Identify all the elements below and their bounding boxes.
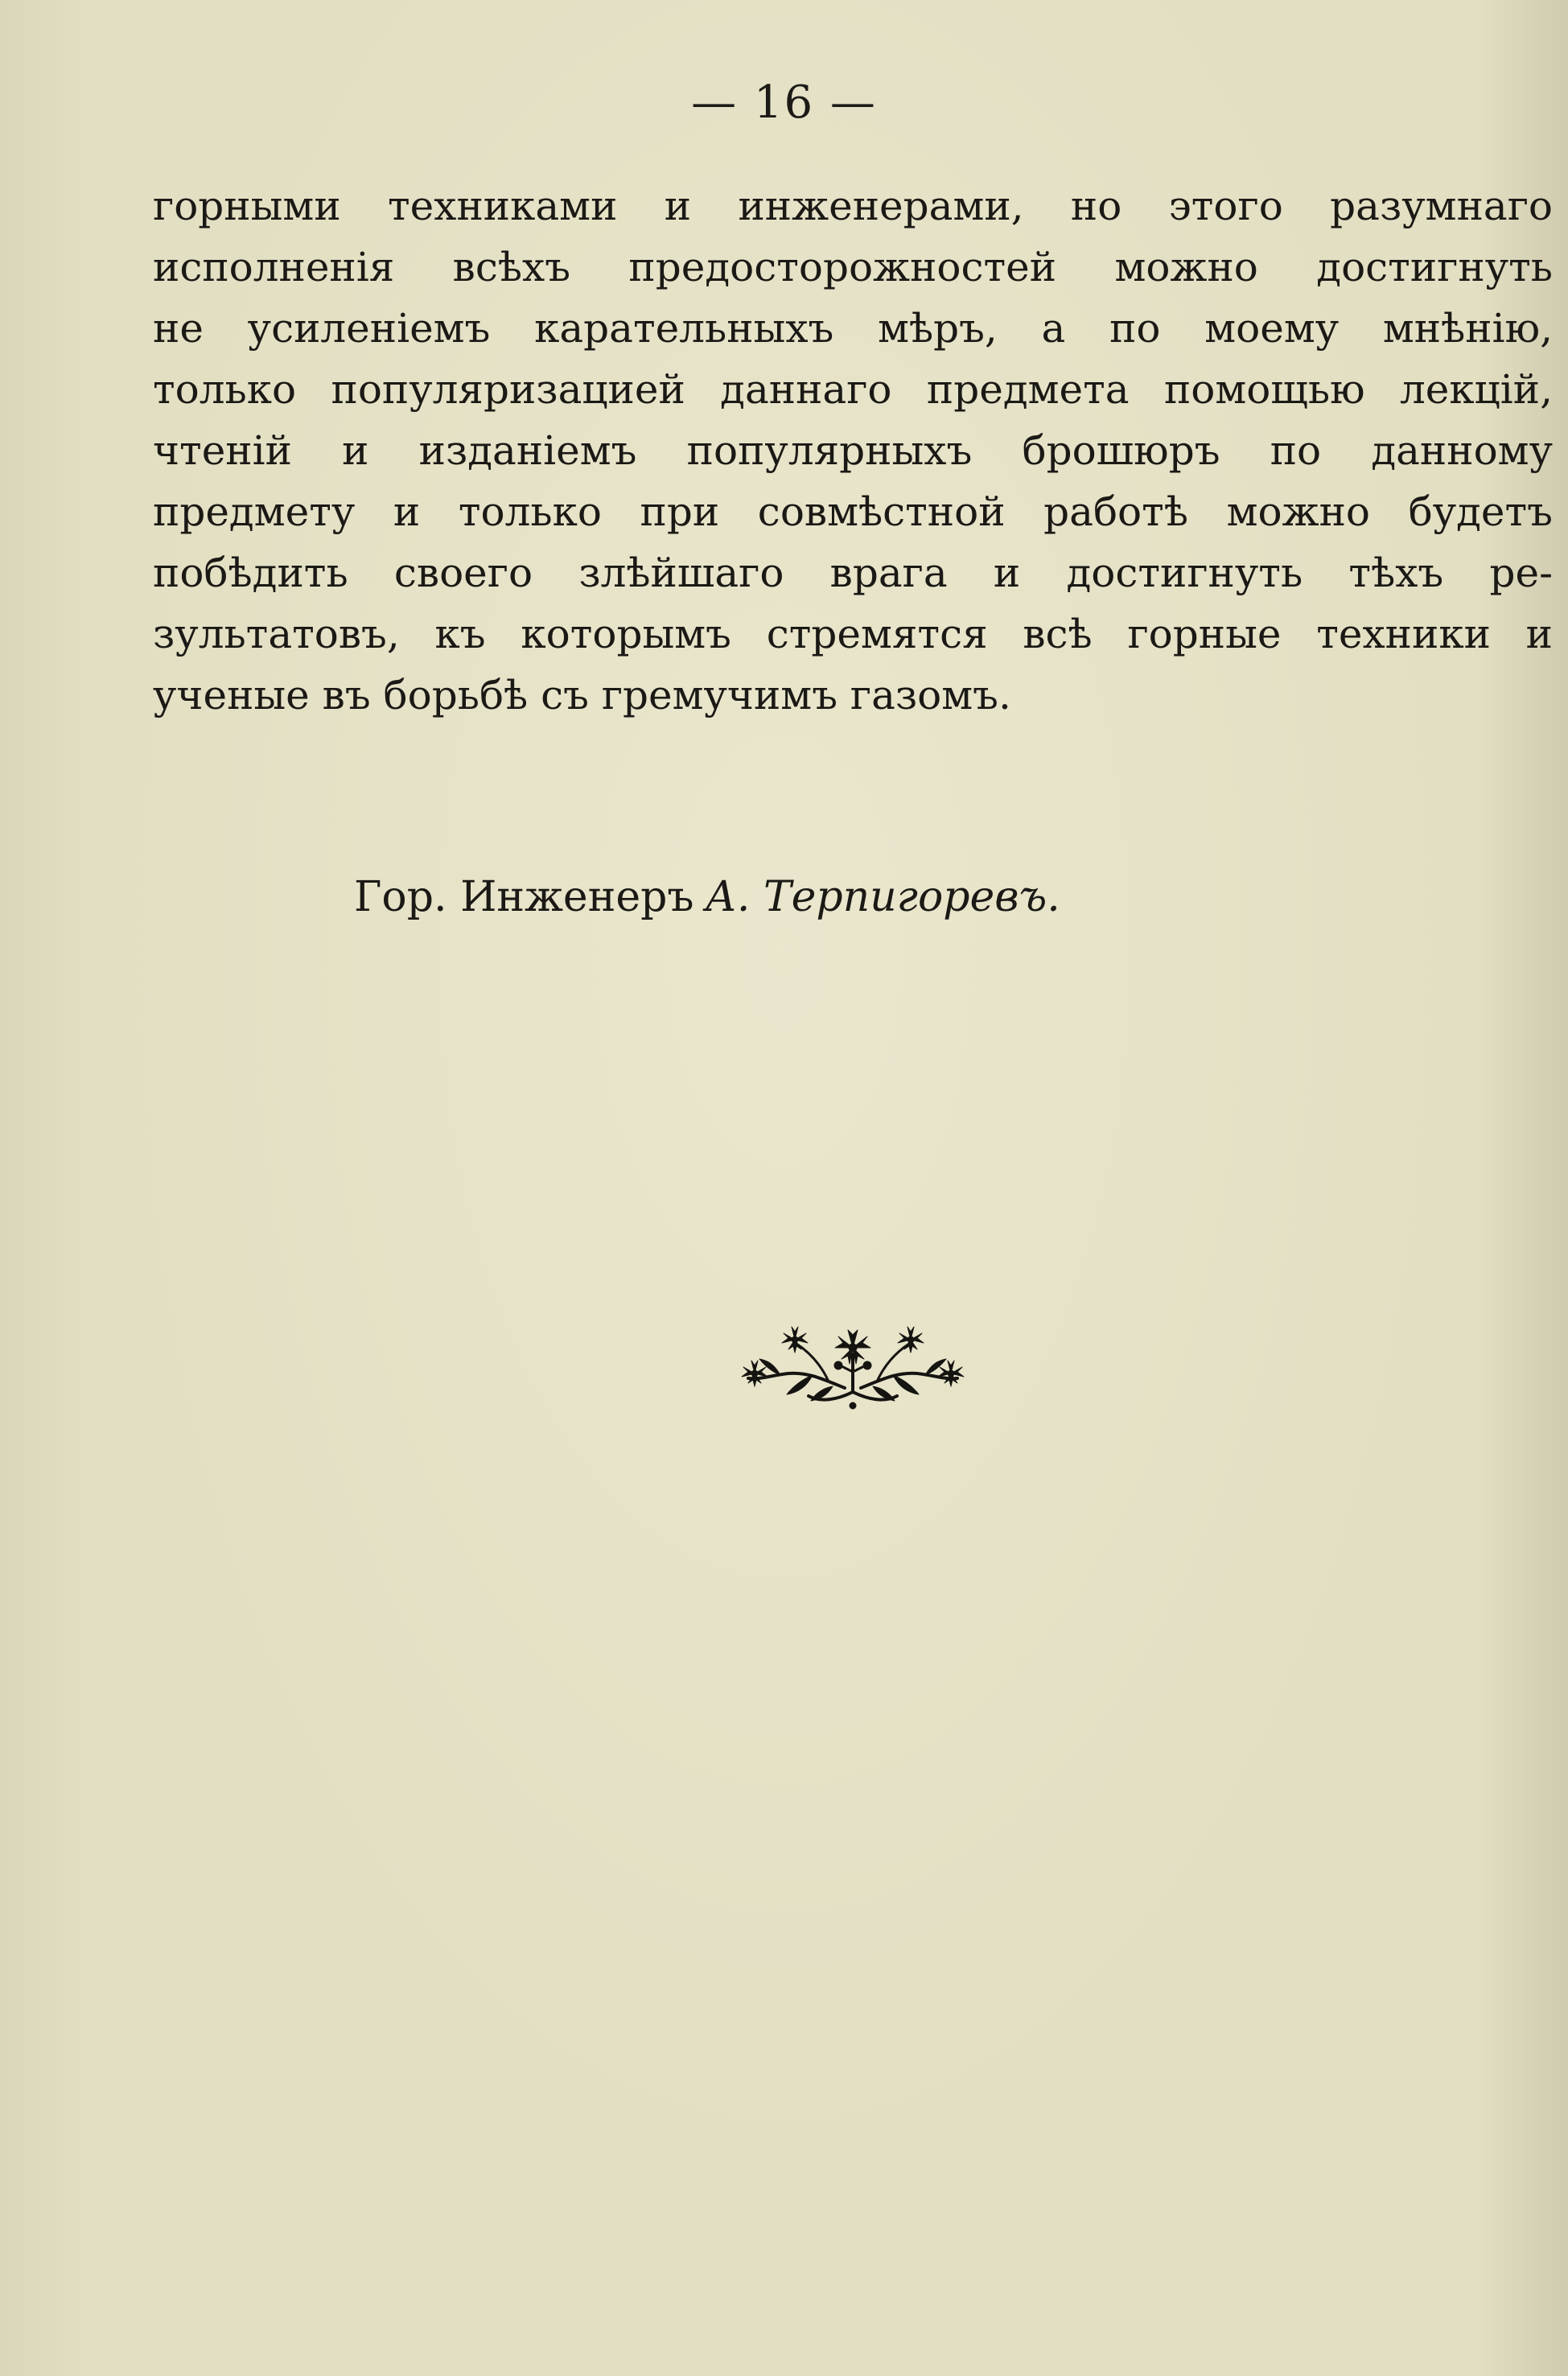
text-line: только популяризацией даннаго предмета помощью лекцій, (153, 366, 1553, 413)
text-line: исполненія всѣхъ предосторожностей можно достигнуть (153, 244, 1553, 290)
text-line: побѣдить своего злѣйшаго врага и достигнуть тѣхъ ре- (153, 550, 1553, 596)
author-title: Гор. Инженеръ (354, 873, 694, 921)
text-line: не усиленіемъ карательныхъ мѣръ, а по моему мнѣнію, (153, 305, 1553, 352)
text-line: ученые въ борьбѣ съ гремучимъ газомъ. (153, 672, 1011, 719)
page-number: — 16 — (691, 76, 877, 129)
floral-vignette-icon (732, 1316, 973, 1420)
body-paragraph (153, 175, 1553, 726)
author-name: А. Терпигоревъ. (705, 873, 1060, 921)
text-line: предмету и только при совмѣстной работѣ можно будетъ (153, 488, 1553, 535)
author-signature (354, 873, 1060, 921)
text-line: горными техниками и инженерами, но этого разумнаго (153, 183, 1553, 229)
text-line: чтеній и изданіемъ популярныхъ брошюръ по данному (153, 427, 1553, 474)
text-line: зультатовъ, къ которымъ стремятся всѣ горные техники и (153, 611, 1553, 657)
